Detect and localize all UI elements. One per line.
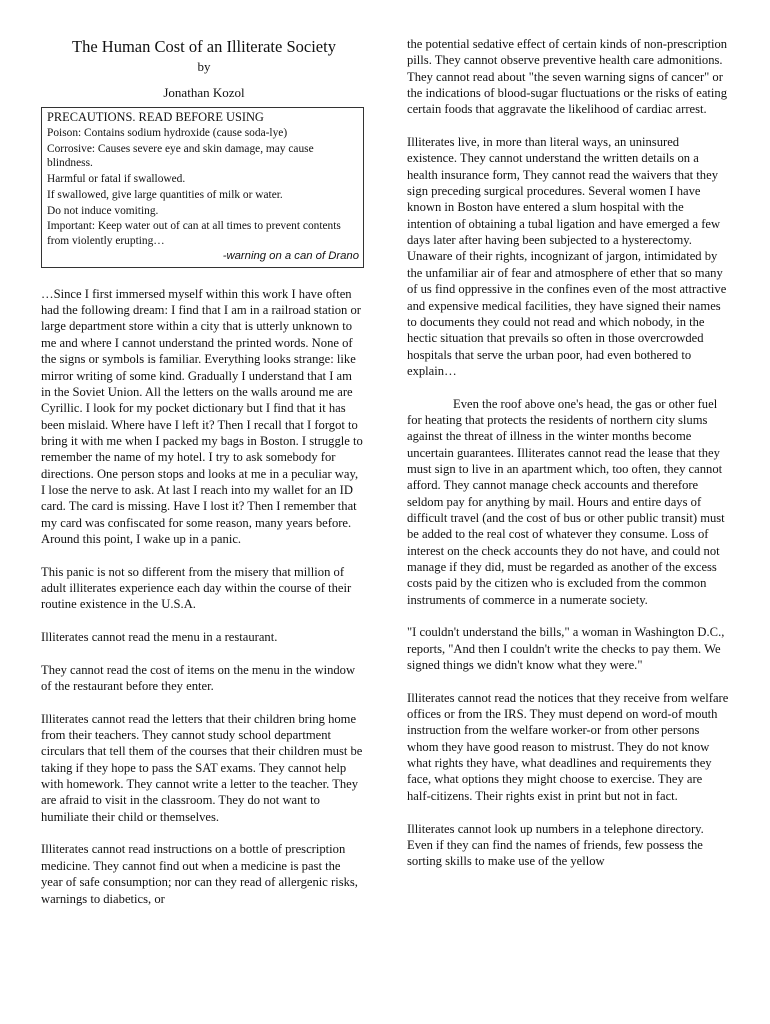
body-paragraph: Illiterates live, in more than literal ways, an uninsured existence. They cannot understand the written details on a health insurance form, They cannot read the waivers that they sign preceding surgical procedures. Several women I have known in Boston have entered a slum hospital with the intention of obtaining a tubal ligation and have emerged a few days later after having been subjected to a hysterectomy. Unaware of their rights, incognizant of jargon, intimidated by the unfamiliar air of fear and atmosphere of ether that so many of us find oppressive in the confines even of the most attractive and expensive medical facilities, they have signed their names to documents they could not read and which nobody, in the hectic situation that prevails so often in those overcrowded hospitals that serve the urban poor, had even bothered to explain… — [407, 135, 727, 378]
body-paragraph: Illiterates cannot read instructions on a bottle of prescription medicine. They cannot find out when a medicine is past the year of safe consumption; nor can they read of allergenic risks, warnings to diabetics, or — [41, 842, 358, 906]
warning-line: Do not induce vomiting. — [47, 205, 159, 218]
warning-line: Corrosive: Causes severe eye and skin damage, may cause blindness. — [47, 142, 314, 170]
warning-line: Poison: Contains sodium hydroxide (cause soda-lye) — [47, 127, 288, 140]
body-paragraph: the potential sedative effect of certain kinds of non-prescription pills. They cannot observe preventive health care admonitions. They cannot read about "the seven warning signs of cancer" or the indications of blood-sugar fluctuations or the risks of eating certain foods that aggravate the likelihood of cardiac arrest. — [407, 37, 728, 117]
right-column — [407, 36, 729, 886]
body-paragraph: Even the roof above one's head, the gas or other fuel for heating that protects the residents of northern city slums against the threat of illness in the winter months become uncertain guarantees. Illiterates cannot read the lease that they must sign to live in an apartment which, too often, they cannot afford. They cannot manage check accounts and therefore seldom pay for anything by mail. Hours and entire days of difficult travel (and the cost of bus or other public transit) must be added to the real cost of whatever they consume. Loss of interest on the check accounts they do not have, and could not manage if they did, must be regarded as another of the excess costs paid by the citizen who is excluded from the common instruments of commerce in a numerate society. — [407, 396, 725, 607]
warning-line: If swallowed, give large quantities of milk or water. — [47, 188, 283, 201]
body-paragraph: Illiterates cannot read the notices that they receive from welfare offices or from the IRS. They must depend on word-of mouth instruction from the welfare worker-or from other persons whom they have good reason to mistrust. They do not know what rights they have, what deadlines and requirements they face, what options they might choose to exercise. They are half-citizens. Their rights exist in print but not in fact. — [407, 690, 729, 803]
article-title: The Human Cost of an Illiterate Society — [72, 37, 336, 56]
warning-heading: PRECAUTIONS. READ BEFORE USING — [47, 110, 264, 124]
body-paragraph: "I couldn't understand the bills," a woman in Washington D.C., reports, "And then I couldn't write the checks to pay them. We signed things we didn't know what they were." — [407, 625, 725, 673]
warning-box — [41, 107, 364, 268]
warning-source: -warning on a can of Drano — [222, 250, 359, 263]
body-paragraph: Illiterates cannot read the menu in a restaurant. — [41, 630, 278, 644]
body-paragraph: This panic is not so different from the misery that million of adult illiterates experience each day within the course of their routine existence in the U.S.A. — [41, 564, 352, 612]
body-paragraph: Illiterates cannot read the letters that their children bring home from their teachers. They cannot study school department circulars that tell them of the courses that their children must be taking if they hope to pass the SAT exams. They cannot help with homework. They cannot write a letter to the teacher. They are afraid to visit in the classroom. They do not want to humiliate their child or themselves. — [41, 711, 363, 824]
body-paragraph: Illiterates cannot look up numbers in a telephone directory. Even if they can find the names of friends, few possess the sorting skills to make use of the yellow — [407, 821, 704, 869]
byline: by — [197, 59, 211, 74]
warning-line: Important: Keep water out of can at all times to prevent contents from violently erupting… — [47, 220, 341, 247]
body-paragraph: …Since I first immersed myself within this work I have often had the following dream: I find that I am in a railroad station or large department store within a city that is utterly unknown to me and where I cannot understand the printed words. None of the signs or symbols is familiar. Everything looks strange: like mirror writing of some kind. Gradually I understand that I am in the Soviet Union. All the letters on the walls around me are Cyrillic. I look for my pocket dictionary but I find that it has been mislaid. Where have I left it? Then I recall that I forgot to bring it with me when I packed my bags in Boston. I struggle to remember the name of my hotel. I try to ask somebody for directions. One person stops and looks at me in a peculiar way, I lose the nerve to ask. At last I reach into my wallet for an ID card. The card is missing. Have I lost it? Then I remember that my card was confiscated for some reason, many years before. Around this point, I wake up in a panic. — [41, 286, 363, 546]
author-name: Jonathan Kozol — [163, 85, 245, 100]
body-paragraph: They cannot read the cost of items on the menu in the window of the restaurant before they enter. — [41, 662, 356, 694]
left-column — [41, 36, 363, 923]
warning-line: Harmful or fatal if swallowed. — [47, 172, 186, 185]
